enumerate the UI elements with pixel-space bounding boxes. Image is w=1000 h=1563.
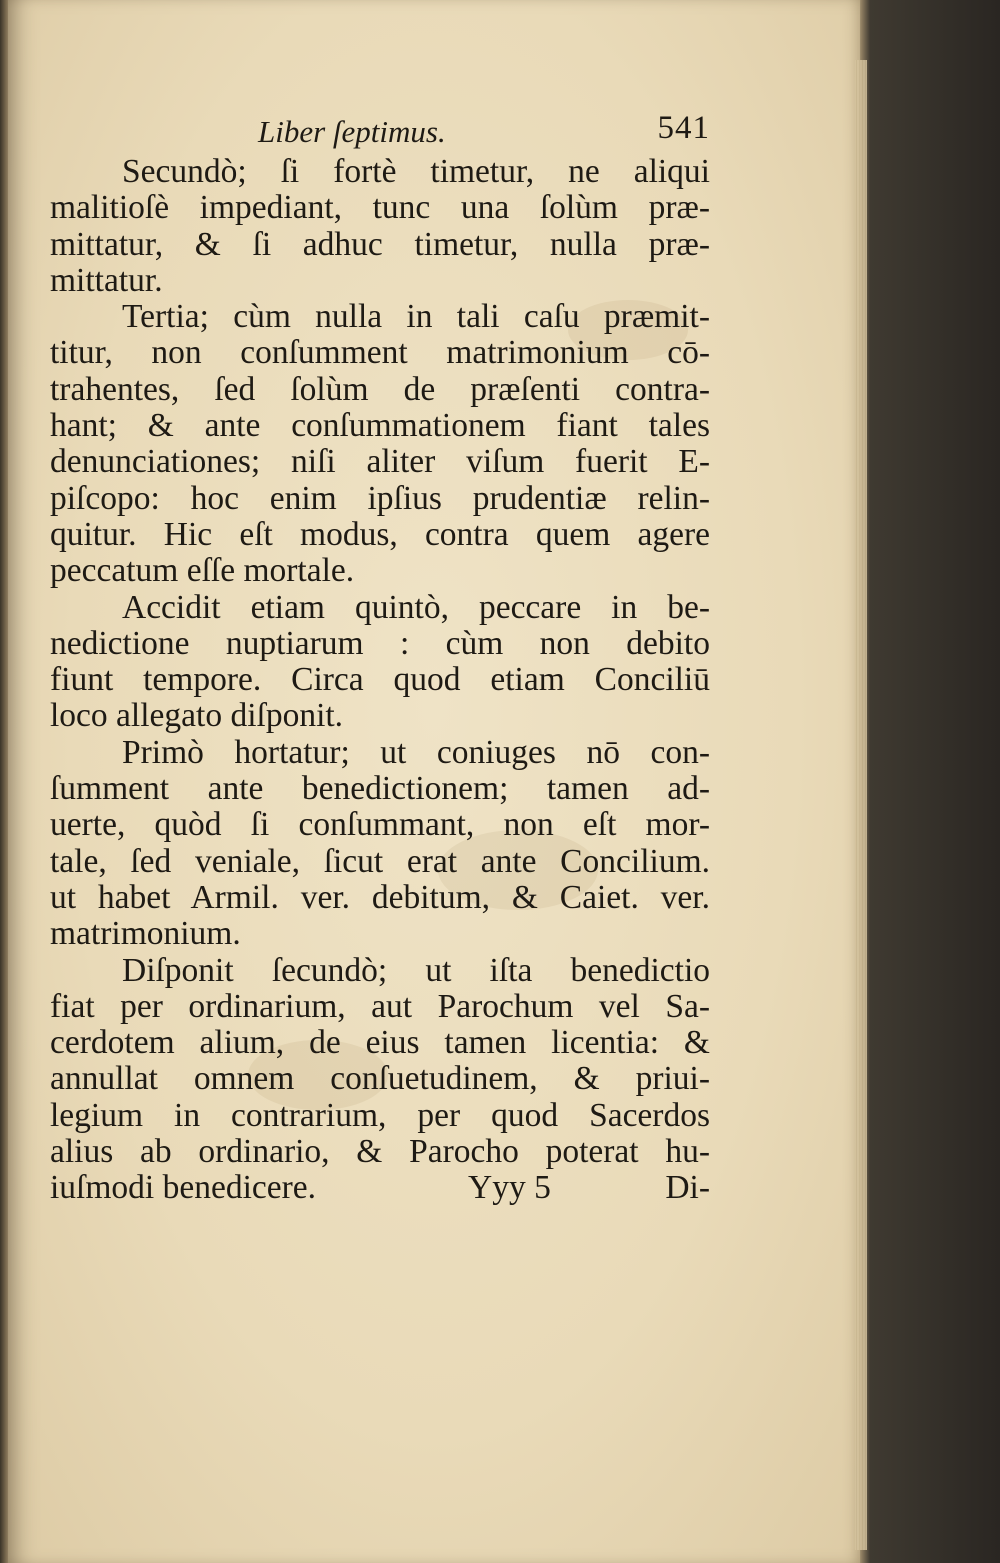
- page-edges: [855, 60, 867, 1550]
- text-line: annullat omnem conſuetudinem, & priui-: [50, 1060, 710, 1098]
- text-line: Tertia; cùm nulla in tali caſu præmit-: [122, 298, 710, 336]
- catchword: Di-: [665, 1169, 710, 1207]
- body-text: [50, 154, 710, 1170]
- text-line: ut habet Armil. ver. debitum, & Caiet. ver.: [50, 878, 710, 916]
- page-text-block: [50, 108, 710, 1206]
- text-line: peccatum eſſe mortale.: [50, 552, 355, 590]
- running-title: Liber ſeptimus.: [258, 114, 446, 149]
- text-line: ſumment ante benedictionem; tamen ad-: [50, 770, 710, 808]
- text-line: cerdotem alium, de eius tamen licentia: &: [50, 1024, 710, 1062]
- page-number: 541: [657, 110, 710, 146]
- text-line: piſcopo: hoc enim ipſius prudentiæ relin-: [50, 479, 710, 517]
- text-line: alius ab ordinario, & Parocho poterat hu-: [50, 1133, 710, 1171]
- text-line: Accidit etiam quintò, peccare in be-: [122, 588, 710, 626]
- text-line: fiat per ordinarium, aut Parochum vel Sa-: [50, 987, 710, 1025]
- text-line: denunciationes; niſi aliter viſum fuerit E-: [50, 443, 710, 481]
- text-line: fiunt tempore. Circa quod etiam Conciliū: [50, 661, 710, 699]
- text-line: hant; & ante conſummationem fiant tales: [50, 407, 710, 445]
- text-line: malitioſè impediant, tunc una ſolùm præ-: [50, 189, 710, 227]
- text-line: trahentes, ſed ſolùm de præſenti contra-: [50, 370, 710, 408]
- text-line: titur, non conſumment matrimonium cō-: [50, 334, 710, 372]
- text-line: Diſponit ſecundò; ut iſta benedictio: [122, 951, 710, 989]
- text-line: Primò hortatur; ut coniuges nō con-: [122, 733, 710, 771]
- text-line: loco allegato diſponit.: [50, 697, 344, 735]
- last-line-text: iuſmodi benedicere.: [50, 1169, 317, 1207]
- text-line: mittatur, & ſi adhuc timetur, nulla præ-: [50, 225, 710, 263]
- text-line: legium in contrarium, per quod Sacerdos: [50, 1096, 710, 1134]
- text-line: mittatur.: [50, 261, 163, 299]
- text-line: nedictione nuptiarum : cùm non debito: [50, 624, 710, 662]
- footer-line: [50, 1170, 710, 1206]
- signature-mark: Yyy 5: [468, 1169, 551, 1207]
- text-line: quitur. Hic eſt modus, contra quem agere: [50, 515, 710, 553]
- text-line: tale, ſed veniale, ſicut erat ante Concilium.: [50, 842, 710, 880]
- text-line: Secundò; ſi fortè timetur, ne aliqui: [122, 153, 710, 190]
- text-line: uerte, quòd ſi conſummant, non eſt mor-: [50, 806, 710, 844]
- running-head: [50, 108, 710, 154]
- text-line: matrimonium.: [50, 915, 241, 953]
